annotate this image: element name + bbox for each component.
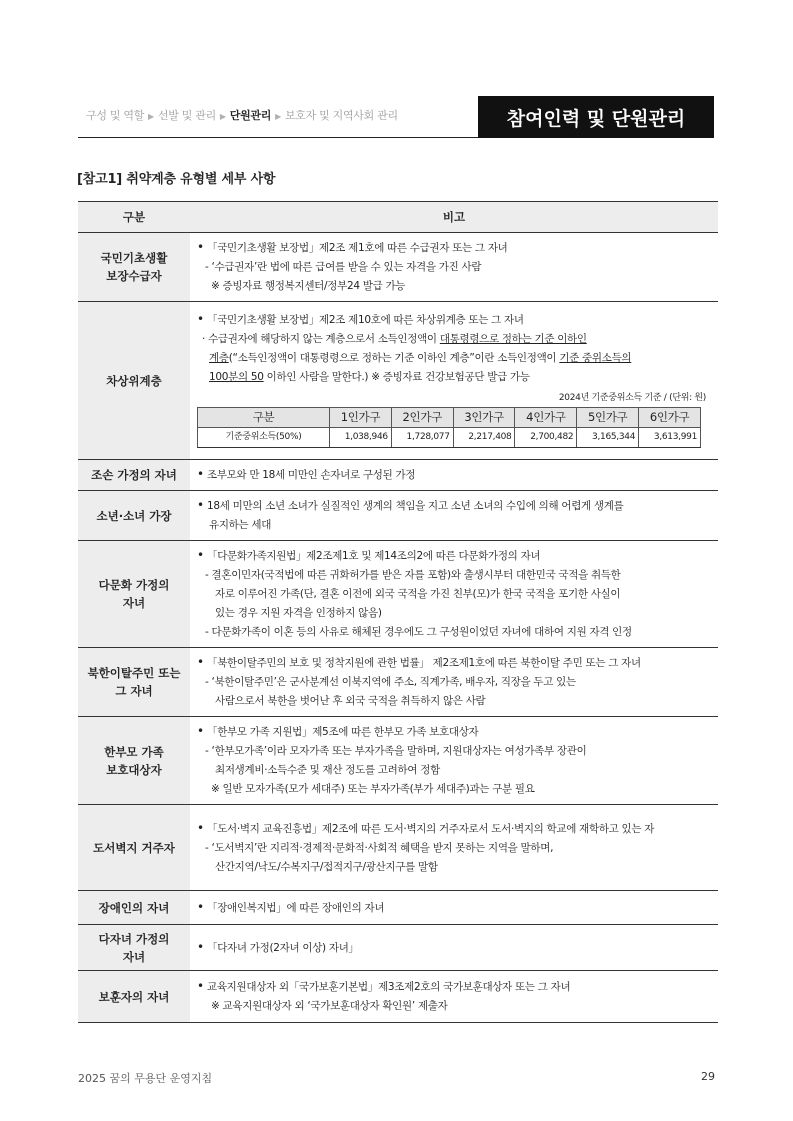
sub-table-header: 2인가구	[391, 407, 453, 427]
sub-table-cell: 2,217,408	[453, 427, 515, 447]
dot-line	[197, 330, 714, 349]
sub-table-header-row	[198, 407, 701, 427]
sub-table-caption: 2024년 기준중위소득 기준 / (단위: 원)	[558, 392, 706, 403]
category-line: 북한이탈주민 또는	[87, 666, 181, 680]
row-category: 장애인의 자녀	[78, 891, 190, 925]
sub-table-header: 1인가구	[330, 407, 392, 427]
breadcrumb-item[interactable]: 보호자 및 지역사회 관리	[284, 109, 398, 122]
table-row	[78, 302, 718, 460]
dash-line: - 다문화가족이 이혼 등의 사유로 해체된 경우에도 그 구성원이었던 자녀에 대하여 지원 자격 인정	[197, 623, 714, 642]
sub-table-header: 구분	[198, 407, 330, 427]
row-remarks	[190, 460, 718, 491]
sub-table-row-label: 기준중위소득(50%)	[198, 427, 330, 447]
row-remarks	[190, 717, 718, 805]
bullet-line: • 「다문화가족지원법」제2조제1호 및 제14조의2에 따른 다문화가정의 자녀	[197, 546, 714, 566]
row-category	[78, 925, 190, 971]
table-row	[78, 460, 718, 491]
table-row	[78, 717, 718, 805]
category-line: 자녀	[122, 949, 146, 964]
category-line: 보호대상자	[106, 762, 162, 777]
sub-table-row	[198, 427, 701, 447]
underlined-text: 대통령령으로 정하는 기준 이하인	[439, 332, 587, 345]
row-category	[78, 648, 190, 717]
column-header-category: 구분	[78, 202, 190, 233]
row-remarks	[190, 541, 718, 648]
page-number: 29	[701, 1070, 715, 1083]
sub-table-header: 3인가구	[453, 407, 515, 427]
row-category: 조손 가정의 자녀	[78, 460, 190, 491]
page-header	[78, 96, 714, 138]
row-remarks	[190, 302, 718, 460]
continued-line: 있는 경우 지원 자격을 인정하지 않음)	[215, 607, 382, 619]
row-remarks	[190, 491, 718, 541]
bullet-line: • 「도서·벽지 교육진흥법」제2조에 따른 도서·벽지의 거주자로서 도서·벽지의 학교에 재학하고 있는 자	[197, 819, 714, 839]
dash-line: - 결혼이민자(국적법에 따른 귀화허가를 받은 자를 포함)와 출생시부터 대한민국 국적을 취득한	[197, 566, 714, 585]
row-remarks	[190, 925, 718, 971]
row-remarks	[190, 891, 718, 925]
chevron-right-icon: ▶	[275, 112, 281, 121]
dash-line: - ‘한부모가족’이라 모자가족 또는 부자가족을 말하며, 지원대상자는 여성가족부 장관이	[197, 742, 714, 761]
category-line: 그 자녀	[115, 684, 153, 698]
bullet-line: • 「한부모 가족 지원법」제5조에 따른 한부모 가족 보호대상자	[197, 722, 714, 742]
bullet-line: • 18세 미만의 소년 소녀가 실질적인 생계의 책임을 지고 소년 소녀의 수입에 의해 어렵게 생계를	[197, 496, 714, 516]
table-row	[78, 491, 718, 541]
chevron-right-icon: ▶	[219, 112, 226, 121]
text-span: 이하인 사람을 말한다.) ※ 증빙자료 건강보험공단 발급 가능	[263, 370, 530, 383]
row-remarks	[190, 233, 718, 302]
row-remarks	[190, 805, 718, 891]
category-line: 다문화 가정의	[98, 578, 170, 592]
bullet-line: • 교육지원대상자 외「국가보훈기본법」제3조제2호의 국가보훈대상자 또는 그 자녀	[197, 977, 714, 997]
row-remarks	[190, 971, 718, 1023]
sub-table-cell: 1,728,077	[391, 427, 453, 447]
sub-table-cell: 2,700,482	[515, 427, 577, 447]
sub-table-cell: 1,038,946	[330, 427, 392, 447]
bullet-line: • 「국민기초생활 보장법」제2조 제1호에 따른 수급권자 또는 그 자녀	[197, 238, 714, 258]
row-category: 도서벽지 거주자	[78, 805, 190, 891]
table-row	[78, 925, 718, 971]
column-header-remarks: 비고	[190, 202, 718, 233]
table-header-row	[78, 202, 718, 233]
median-income-table	[197, 407, 701, 448]
continued-line: 사람으로서 북한을 벗어난 후 외국 국적을 취득하지 않은 사람	[215, 695, 486, 707]
sub-table-cell: 3,613,991	[639, 427, 701, 447]
table-row	[78, 891, 718, 925]
continued-line: 최저생계비·소득수준 및 재산 정도를 고려하여 정함	[215, 764, 440, 776]
bullet-line: • 조부모와 만 18세 미만인 손자녀로 구성된 가정	[197, 465, 714, 485]
bullet-line: • 「장애인복지법」에 따른 장애인의 자녀	[197, 898, 714, 918]
continued-line: 유지하는 세대	[209, 519, 272, 531]
continued-line	[197, 349, 714, 368]
note-line: ※ 일반 모자가족(모가 세대주) 또는 부자가족(부가 세대주)과는 구분 필요	[197, 780, 714, 799]
category-line: 국민기초생활	[100, 251, 168, 265]
table-row	[78, 233, 718, 302]
table-row	[78, 971, 718, 1023]
bullet-line: • 「북한이탈주민의 보호 및 정착지원에 관한 법률」 제2조제1호에 따른 북한이탈 주민 또는 그 자녀	[197, 653, 714, 673]
category-line: 다자녀 가정의	[98, 931, 170, 946]
table-row	[78, 541, 718, 648]
continued-line	[197, 368, 714, 387]
category-line: 자녀	[122, 596, 146, 610]
row-category	[78, 233, 190, 302]
table-row	[78, 648, 718, 717]
note-line: ※ 증빙자료 행정복지센터/정부24 발급 가능	[197, 277, 714, 296]
breadcrumb	[86, 107, 398, 123]
category-line: 보장수급자	[106, 269, 162, 283]
chevron-right-icon: ▶	[148, 112, 154, 121]
table-row	[78, 805, 718, 891]
underlined-text: 100분의 50	[209, 370, 264, 383]
text-span: 수급권자에 해당하지 않는 계층으로서 소득인정액이	[208, 332, 440, 345]
dash-line: - ‘북한이탈주민’은 군사분계선 이북지역에 주소, 직계가족, 배우자, 직장을 두고 있는	[197, 673, 714, 692]
chapter-title: 참여인력 및 단원관리	[478, 96, 714, 138]
breadcrumb-item[interactable]: 선발 및 관리	[157, 109, 216, 122]
row-category	[78, 717, 190, 805]
vulnerable-group-table	[78, 201, 718, 1023]
underlined-text: 계층	[209, 351, 229, 364]
text-span: (“소득인정액이 대통령령으로 정하는 기준 이하인 계층”이란 소득인정액이	[228, 351, 560, 364]
sub-table-header: 4인가구	[515, 407, 577, 427]
breadcrumb-item-current[interactable]: 단원관리	[229, 109, 272, 122]
breadcrumb-item[interactable]: 구성 및 역할	[86, 109, 145, 122]
row-category: 차상위계층	[78, 302, 190, 460]
bullet-line: • 「다자녀 가정(2자녀 이상) 자녀」	[197, 938, 714, 958]
row-category: 소년·소녀 가장	[78, 491, 190, 541]
underlined-text: 기준 중위소득의	[559, 351, 632, 364]
footer-document-title: 2025 꿈의 무용단 운영지침	[78, 1072, 213, 1085]
sub-table-header: 5인가구	[577, 407, 639, 427]
row-category: 보훈자의 자녀	[78, 971, 190, 1023]
dash-line: - ‘수급권자’란 법에 따른 급여를 받을 수 있는 자격을 가진 사람	[197, 258, 714, 277]
continued-line: 산간지역/낙도/수복지구/접적지구/광산지구를 말함	[215, 860, 438, 873]
row-category	[78, 541, 190, 648]
note-line: ※ 교육지원대상자 외 ‘국가보훈대상자 확인원’ 제출자	[197, 997, 714, 1016]
dash-line: - ‘도서벽지’란 지리적·경제적·문화적·사회적 혜택을 받지 못하는 지역을 말하며,	[197, 839, 714, 858]
continued-line: 자로 이루어진 가족(단, 결혼 이전에 외국 국적을 가진 친부(모)가 한국 국적을 포기한 사실이	[215, 588, 621, 600]
row-remarks	[190, 648, 718, 717]
category-line: 한부모 가족	[104, 744, 164, 759]
sub-table-cell: 3,165,344	[577, 427, 639, 447]
bullet-line: • 「국민기초생활 보장법」제2조 제10호에 따른 차상위계층 또는 그 자녀	[197, 310, 714, 330]
section-title: [참고1] 취약계층 유형별 세부 사항	[77, 172, 276, 187]
sub-table-header: 6인가구	[639, 407, 701, 427]
